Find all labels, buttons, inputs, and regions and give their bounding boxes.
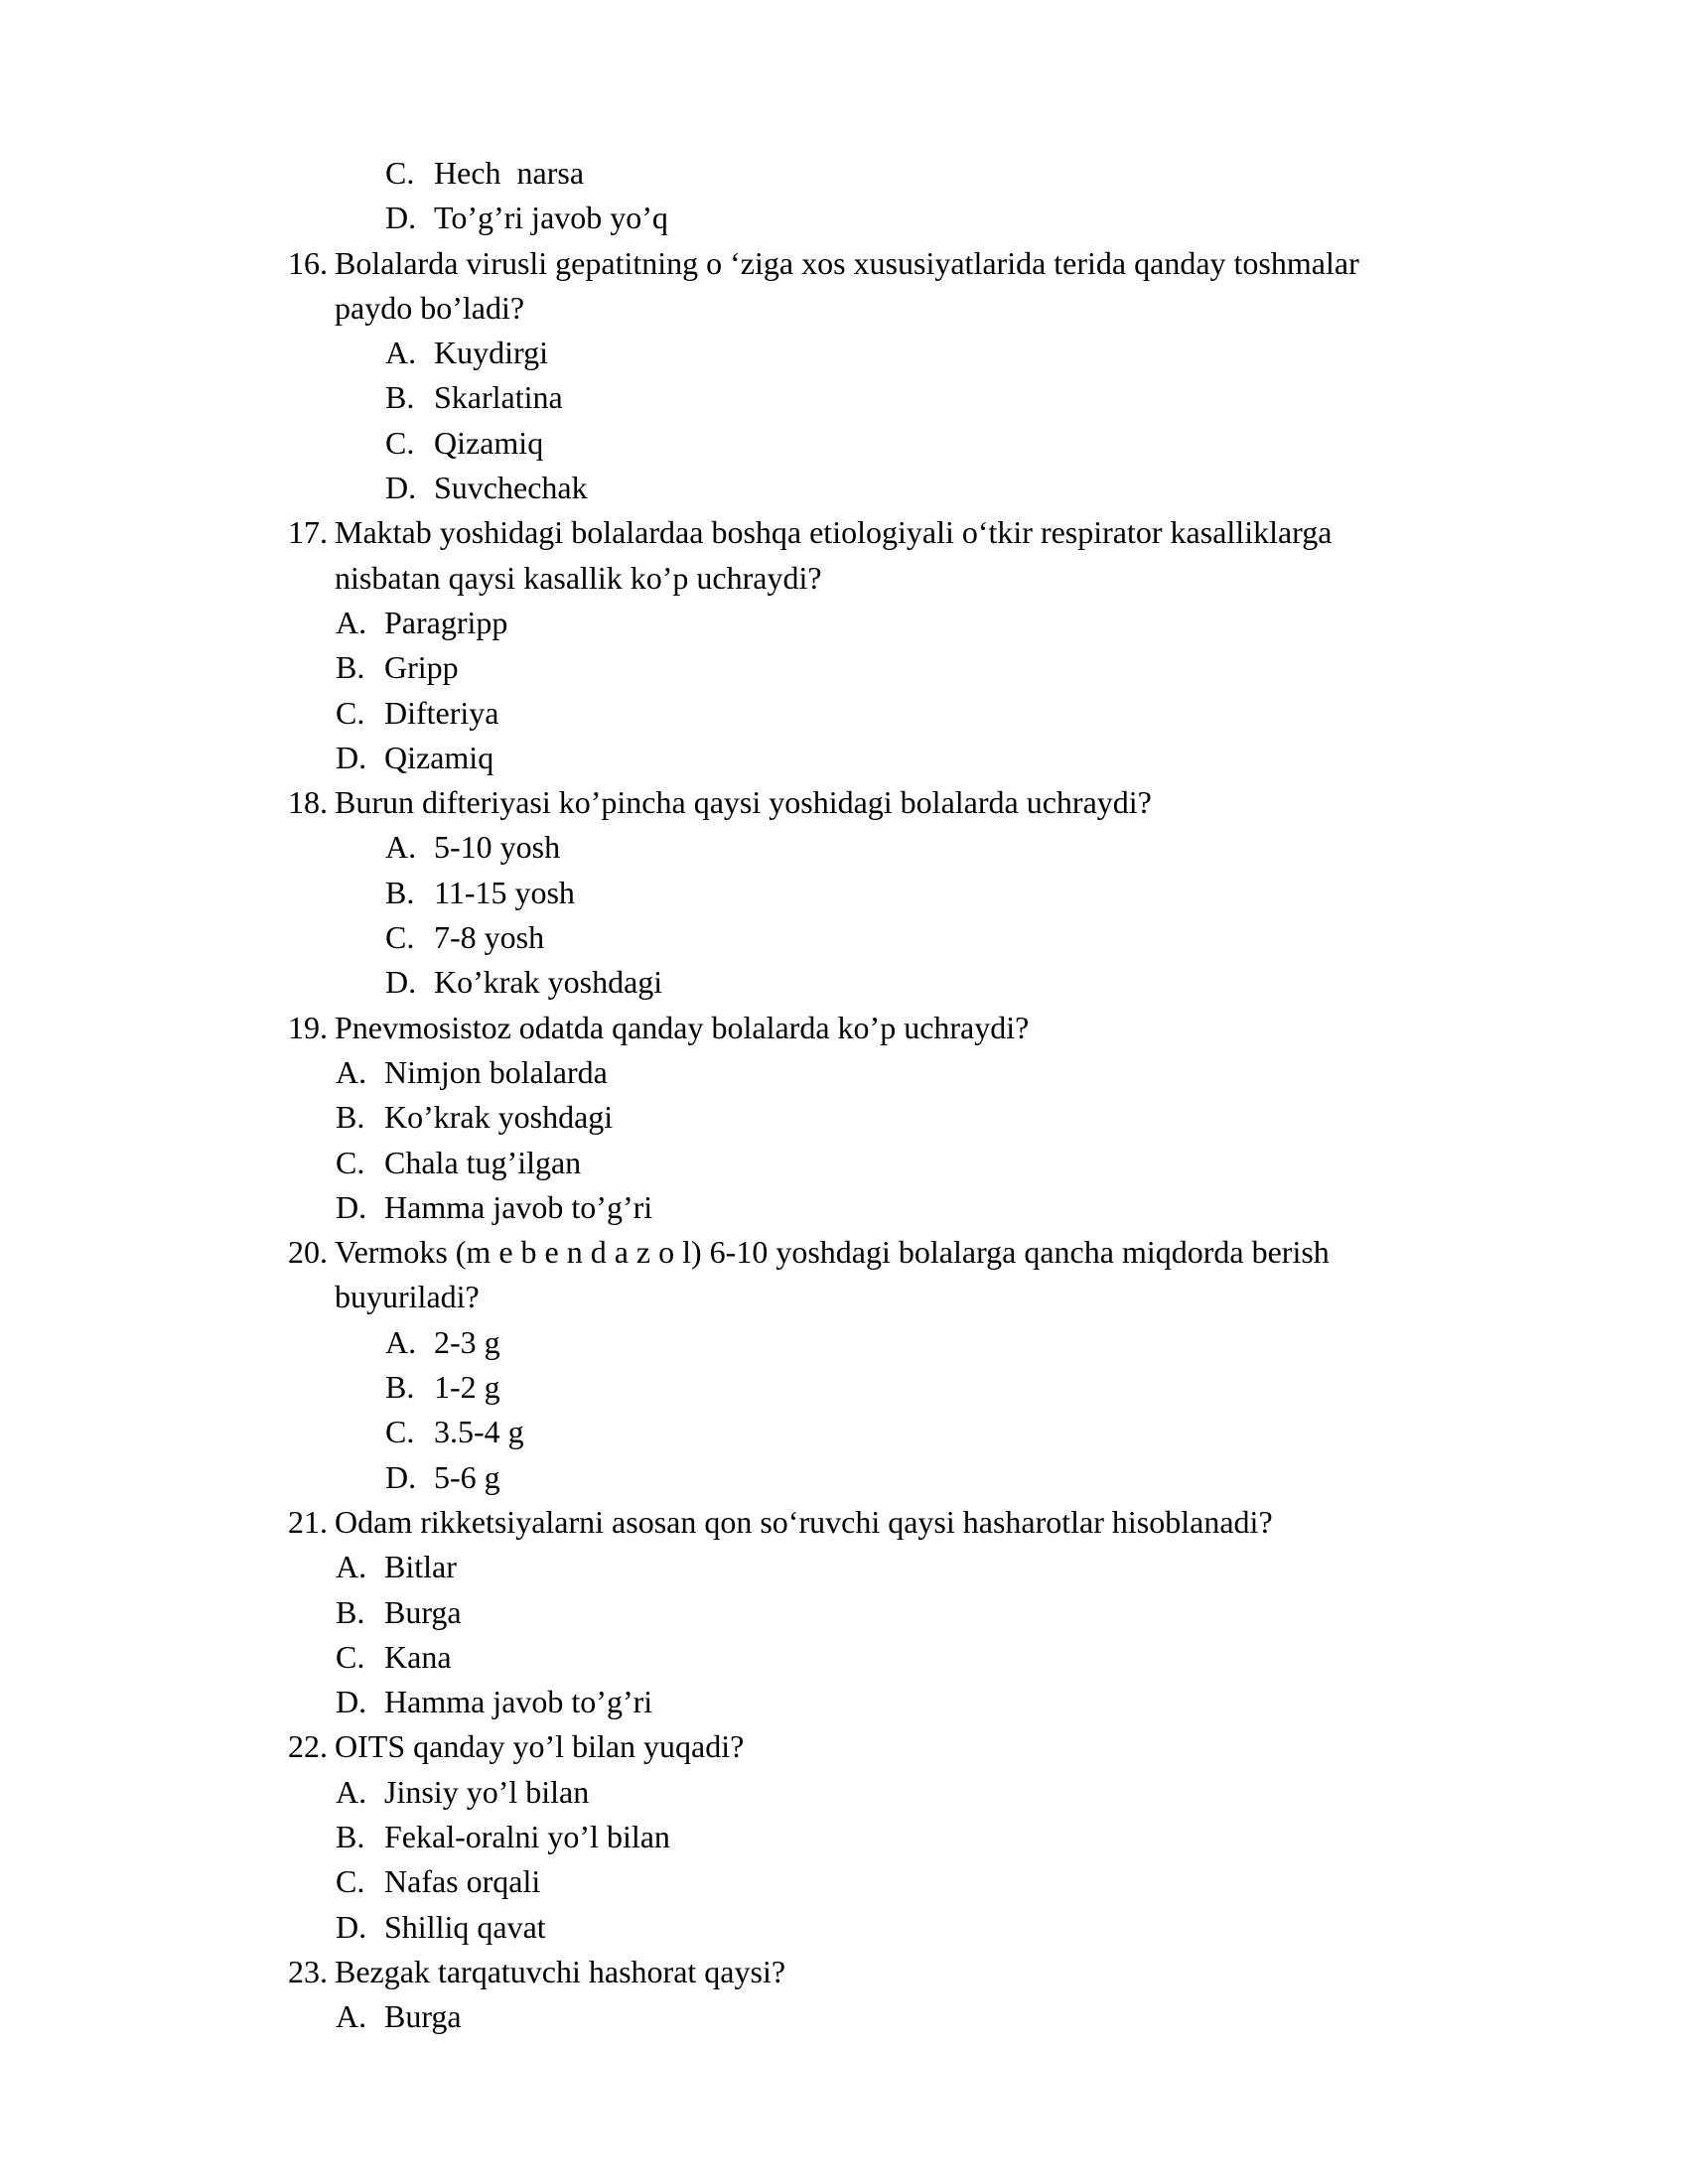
option-text: Qizamiq bbox=[384, 739, 494, 775]
question-text-line: Pnevmosistoz odatda qanday bolalarda ko’p uchraydi? bbox=[335, 1009, 1030, 1045]
option-text: Kana bbox=[384, 1638, 452, 1675]
option-text: Ko’krak yoshdagi bbox=[434, 964, 663, 1001]
question-lines bbox=[335, 510, 1688, 601]
option-label: D. bbox=[385, 470, 417, 506]
question-lines bbox=[335, 1006, 1688, 1050]
option-text: Hamma javob to’g’ri bbox=[384, 1684, 653, 1720]
question-text-line: Odam rikketsiyalarni asosan qon so‘ruvchi qaysi hasharotlar hisoblanadi? bbox=[335, 1503, 1273, 1540]
answer-option-row bbox=[0, 1680, 1688, 1724]
question-number: 18. bbox=[288, 784, 328, 821]
option-label: C. bbox=[336, 1144, 365, 1180]
question-row bbox=[0, 1500, 1688, 1545]
question-row bbox=[0, 780, 1688, 825]
answer-option-row bbox=[0, 736, 1688, 780]
option-label: A. bbox=[385, 829, 417, 866]
question-number: 19. bbox=[288, 1009, 328, 1045]
option-label: D. bbox=[336, 1908, 367, 1945]
option-text: Nafas orqali bbox=[384, 1863, 541, 1900]
option-label: D. bbox=[336, 1188, 367, 1225]
option-label: A. bbox=[385, 335, 417, 371]
answer-option-row bbox=[0, 375, 1688, 420]
option-label: B. bbox=[336, 649, 365, 686]
option-text: Fekal-oralni yo’l bilan bbox=[384, 1818, 670, 1854]
answer-option-row bbox=[0, 331, 1688, 375]
option-text: Kuydirgi bbox=[434, 335, 548, 371]
question-lines bbox=[335, 1500, 1688, 1545]
option-label: C. bbox=[385, 155, 415, 191]
option-text: Nimjon bolalarda bbox=[384, 1053, 608, 1090]
question-number: 20. bbox=[288, 1234, 328, 1271]
option-text: 1-2 g bbox=[434, 1369, 500, 1406]
option-text: To’g’ri javob yo’q bbox=[434, 200, 668, 236]
answer-option-row bbox=[0, 825, 1688, 870]
answer-option-row bbox=[0, 1410, 1688, 1454]
option-label: B. bbox=[385, 1369, 415, 1406]
document-content bbox=[0, 151, 1688, 2039]
answer-option-row bbox=[0, 1905, 1688, 1950]
option-text: Paragripp bbox=[384, 604, 508, 640]
option-label: C. bbox=[385, 1414, 415, 1450]
question-row bbox=[0, 1230, 1688, 1320]
option-label: C. bbox=[336, 1638, 365, 1675]
answer-option-row bbox=[0, 1050, 1688, 1095]
option-text: Shilliq qavat bbox=[384, 1908, 546, 1945]
answer-option-row bbox=[0, 691, 1688, 736]
option-label: C. bbox=[336, 1863, 365, 1900]
question-number: 21. bbox=[288, 1503, 328, 1540]
question-text-line: OITS qanday yo’l bilan yuqadi? bbox=[335, 1728, 745, 1765]
question-number: 16. bbox=[288, 244, 328, 281]
option-text: Suvchechak bbox=[434, 470, 588, 506]
option-text: 11-15 yosh bbox=[434, 874, 575, 910]
question-lines bbox=[335, 1950, 1688, 1994]
answer-option-row bbox=[0, 1320, 1688, 1365]
answer-option-row bbox=[0, 1455, 1688, 1500]
option-text: Bitlar bbox=[384, 1549, 457, 1585]
option-label: C. bbox=[385, 919, 415, 956]
answer-option-row bbox=[0, 601, 1688, 645]
answer-option-row bbox=[0, 1859, 1688, 1904]
question-lines bbox=[335, 1230, 1688, 1320]
answer-option-row bbox=[0, 1141, 1688, 1185]
answer-option-row bbox=[0, 1590, 1688, 1635]
question-number: 23. bbox=[288, 1953, 328, 1989]
option-label: C. bbox=[385, 424, 415, 461]
option-label: A. bbox=[385, 1323, 417, 1360]
option-label: A. bbox=[336, 604, 367, 640]
question-text-line: Bezgak tarqatuvchi hashorat qaysi? bbox=[335, 1953, 786, 1989]
answer-option-row bbox=[0, 1185, 1688, 1230]
option-label: D. bbox=[336, 1684, 367, 1720]
answer-option-row bbox=[0, 421, 1688, 466]
option-text: 5-6 g bbox=[434, 1458, 500, 1495]
question-row bbox=[0, 1006, 1688, 1050]
option-label: D. bbox=[385, 200, 417, 236]
answer-option-row bbox=[0, 1815, 1688, 1859]
question-row bbox=[0, 510, 1688, 601]
answer-option-row bbox=[0, 960, 1688, 1005]
answer-option-row bbox=[0, 1994, 1688, 2039]
answer-option-row bbox=[0, 915, 1688, 960]
question-text-line: Bolalarda virusli gepatitning o ‘ziga xos xususiyatlarida terida qanday toshmalar bbox=[335, 244, 1359, 281]
answer-option-row bbox=[0, 1770, 1688, 1815]
question-row bbox=[0, 1724, 1688, 1769]
option-text: Chala tug’ilgan bbox=[384, 1144, 582, 1180]
option-label: A. bbox=[336, 1549, 367, 1585]
question-text-line: Maktab yoshidagi bolalardaa boshqa etiologiyali o‘tkir respirator kasalliklarga bbox=[335, 514, 1333, 551]
option-text: Difteriya bbox=[384, 694, 499, 731]
option-label: D. bbox=[385, 964, 417, 1001]
option-text: 2-3 g bbox=[434, 1323, 500, 1360]
question-text-line: Burun difteriyasi ko’pincha qaysi yoshidagi bolalarda uchraydi? bbox=[335, 784, 1152, 821]
option-text: Hamma javob to’g’ri bbox=[384, 1188, 653, 1225]
option-label: A. bbox=[336, 1053, 367, 1090]
option-label: B. bbox=[385, 874, 415, 910]
option-text: Hech narsa bbox=[434, 155, 585, 191]
option-text: 3.5-4 g bbox=[434, 1414, 524, 1450]
question-lines bbox=[335, 780, 1688, 825]
option-label: B. bbox=[385, 379, 415, 416]
option-label: B. bbox=[336, 1818, 365, 1854]
option-text: Burga bbox=[384, 1593, 462, 1630]
answer-option-row bbox=[0, 1635, 1688, 1680]
option-label: D. bbox=[385, 1458, 417, 1495]
option-text: Qizamiq bbox=[434, 424, 544, 461]
answer-option-row bbox=[0, 1095, 1688, 1140]
answer-option-row bbox=[0, 196, 1688, 240]
option-text: Ko’krak yoshdagi bbox=[384, 1099, 614, 1136]
question-text-line: Vermoks (m e b e n d a z o l) 6-10 yoshdagi bolalarga qancha miqdorda berish bbox=[335, 1234, 1330, 1271]
option-text: Gripp bbox=[384, 649, 459, 686]
option-text: 7-8 yosh bbox=[434, 919, 545, 956]
question-text-line: paydo bo’ladi? bbox=[335, 289, 525, 326]
question-number: 17. bbox=[288, 514, 328, 551]
answer-option-row bbox=[0, 645, 1688, 690]
answer-option-row bbox=[0, 1365, 1688, 1410]
option-label: A. bbox=[336, 1773, 367, 1810]
option-label: D. bbox=[336, 739, 367, 775]
option-label: B. bbox=[336, 1099, 365, 1136]
question-text-line: nisbatan qaysi kasallik ko’p uchraydi? bbox=[335, 559, 822, 596]
answer-option-row bbox=[0, 151, 1688, 196]
option-label: B. bbox=[336, 1593, 365, 1630]
question-number: 22. bbox=[288, 1728, 328, 1765]
question-text-line: buyuriladi? bbox=[335, 1279, 480, 1315]
question-lines bbox=[335, 1724, 1688, 1769]
option-text: Burga bbox=[384, 1998, 462, 2035]
answer-option-row bbox=[0, 871, 1688, 915]
question-row bbox=[0, 1950, 1688, 1994]
question-row bbox=[0, 241, 1688, 332]
question-lines bbox=[335, 241, 1688, 332]
answer-option-row bbox=[0, 1545, 1688, 1589]
option-text: 5-10 yosh bbox=[434, 829, 561, 866]
option-text: Jinsiy yo’l bilan bbox=[384, 1773, 590, 1810]
answer-option-row bbox=[0, 466, 1688, 510]
option-label: C. bbox=[336, 694, 365, 731]
option-label: A. bbox=[336, 1998, 367, 2035]
option-text: Skarlatina bbox=[434, 379, 563, 416]
